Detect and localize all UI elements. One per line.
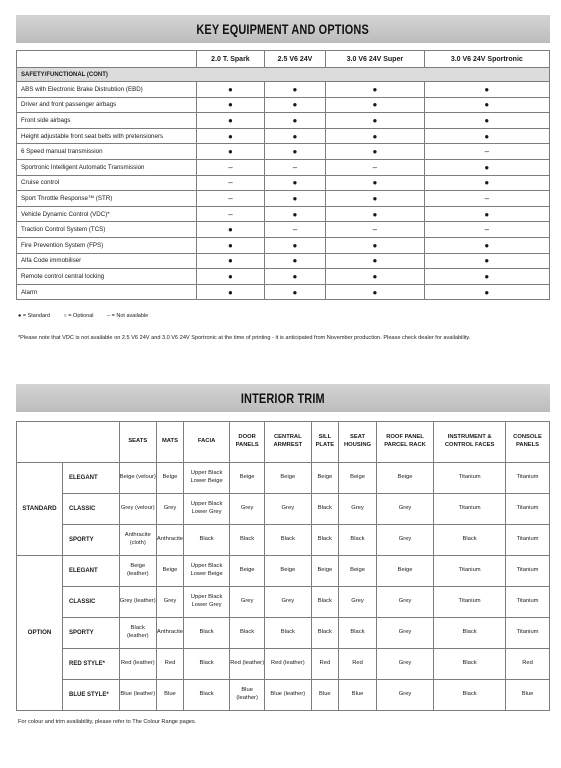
availability-cell: ● [264,237,325,253]
trim-value-cell: Grey [376,649,433,680]
trim-row [17,494,550,525]
trim-value-cell: Black [339,618,377,649]
feature-label: Sportronic Intelligent Automatic Transmission [17,159,197,175]
trim-value-cell: Black [184,649,230,680]
availability-cell: ● [424,97,549,113]
availability-cell: ● [197,97,265,113]
availability-cell: ● [197,269,265,285]
trim-value-cell: Titanium [506,525,550,556]
legend-optional: ○ = Optional [63,313,94,319]
trim-row [17,649,550,680]
availability-cell: ● [264,191,325,207]
trim-value-cell: Grey [376,494,433,525]
equipment-row [17,237,550,253]
trim-value-cell: Grey [339,587,377,618]
availability-cell: ● [264,269,325,285]
trim-value-cell: Titanium [506,618,550,649]
equipment-row [17,253,550,269]
availability-cell: – [326,159,425,175]
availability-cell: – [424,144,549,160]
trim-value-cell: Grey [339,494,377,525]
availability-cell: ● [197,253,265,269]
trim-value-cell: Titanium [506,463,550,494]
trim-value-cell: Titanium [506,494,550,525]
trim-value-cell: Beige [156,463,183,494]
availability-cell: ● [326,206,425,222]
section-row [17,68,550,82]
trim-value-cell: Titanium [506,556,550,587]
availability-cell: ● [197,128,265,144]
feature-column-header [17,51,197,68]
trim-group-label: OPTION [17,556,63,711]
trim-value-cell: Beige (leather) [119,556,156,587]
trim-value-cell: Beige [265,556,311,587]
equipment-header-row [17,51,550,68]
equipment-row [17,269,550,285]
legend [18,313,160,319]
availability-cell: ● [424,175,549,191]
trim-row [17,556,550,587]
trim-row [17,680,550,711]
trim-value-cell: Black [265,525,311,556]
trim-corner-cell [17,422,120,463]
interior-title-banner [16,384,550,412]
feature-label: Fire Prevention System (FPS) [17,237,197,253]
equipment-row [17,206,550,222]
trim-column-header: SEATS [119,422,156,463]
trim-value-cell: Anthracite (cloth) [119,525,156,556]
trim-value-cell: Black [311,494,339,525]
availability-cell: ● [264,144,325,160]
equipment-row [17,222,550,238]
availability-cell: ● [424,237,549,253]
trim-column-header: MATS [156,422,183,463]
trim-style-label: SPORTY [63,525,120,556]
interior-title: INTERIOR TRIM [241,390,325,406]
equipment-row [17,97,550,113]
trim-row [17,587,550,618]
equipment-row [17,113,550,129]
trim-value-cell: Beige [339,463,377,494]
trim-value-cell: Red (leather) [230,649,265,680]
trim-value-cell: Beige [265,463,311,494]
model-header: 2.5 V6 24V [264,51,325,68]
trim-style-label: RED STYLE* [63,649,120,680]
trim-value-cell: Black (leather) [119,618,156,649]
trim-value-cell: Black [184,525,230,556]
availability-cell: ● [326,128,425,144]
interior-trim-table [16,421,550,711]
trim-value-cell: Upper Black Lower Beige [184,463,230,494]
trim-value-cell: Beige [311,556,339,587]
trim-value-cell: Black [311,618,339,649]
availability-cell: ● [264,175,325,191]
section-label: SAFETY/FUNCTIONAL (CONT) [17,68,550,82]
availability-cell: ● [197,237,265,253]
availability-cell: ● [264,97,325,113]
feature-label: Vehicle Dynamic Control (VDC)* [17,206,197,222]
feature-label: Cruise control [17,175,197,191]
legend-standard: ● = Standard [18,313,50,319]
trim-row [17,618,550,649]
availability-cell: ● [326,175,425,191]
availability-cell: ● [264,284,325,300]
trim-value-cell: Blue (leather) [230,680,265,711]
trim-value-cell: Titanium [434,556,506,587]
availability-cell: ● [264,82,325,98]
equipment-row [17,144,550,160]
feature-label: 6 Speed manual transmission [17,144,197,160]
trim-value-cell: Upper Black Lower Grey [184,494,230,525]
feature-label: Alarm [17,284,197,300]
equipment-title: KEY EQUIPMENT AND OPTIONS [196,21,370,37]
availability-cell: – [197,206,265,222]
trim-value-cell: Anthracite [156,525,183,556]
trim-value-cell: Grey [376,587,433,618]
trim-value-cell: Grey [265,587,311,618]
availability-cell: ● [264,206,325,222]
availability-cell: ● [326,237,425,253]
trim-value-cell: Red [311,649,339,680]
trim-value-cell: Blue [506,680,550,711]
trim-value-cell: Anthracite [156,618,183,649]
availability-cell: ● [197,82,265,98]
trim-style-label: ELEGANT [63,463,120,494]
availability-cell: – [197,191,265,207]
equipment-row [17,82,550,98]
availability-cell: ● [424,128,549,144]
model-header: 3.0 V6 24V Sportronic [424,51,549,68]
equipment-row [17,128,550,144]
legend-not-available: – = Not available [107,313,149,319]
trim-value-cell: Grey [376,618,433,649]
feature-label: Driver and front passenger airbags [17,97,197,113]
trim-header-row [17,422,550,463]
equipment-row [17,175,550,191]
trim-value-cell: Grey [230,587,265,618]
trim-value-cell: Black [434,680,506,711]
trim-value-cell: Red (leather) [119,649,156,680]
trim-value-cell: Blue (leather) [119,680,156,711]
availability-cell: – [424,222,549,238]
equipment-row [17,284,550,300]
trim-column-header: CENTRAL ARMREST [265,422,311,463]
availability-cell: – [326,222,425,238]
availability-cell: ● [326,97,425,113]
availability-cell: ● [424,253,549,269]
feature-label: Remote control central locking [17,269,197,285]
availability-cell: ● [424,206,549,222]
availability-cell: ● [326,113,425,129]
availability-cell: ● [264,113,325,129]
trim-value-cell: Blue [339,680,377,711]
trim-value-cell: Black [230,525,265,556]
equipment-table [16,50,550,300]
availability-cell: ● [424,82,549,98]
availability-cell: – [197,175,265,191]
availability-cell: ● [424,159,549,175]
trim-value-cell: Beige [156,556,183,587]
availability-cell: ● [197,222,265,238]
trim-style-label: CLASSIC [63,587,120,618]
trim-value-cell: Black [184,618,230,649]
availability-cell: ● [326,191,425,207]
availability-cell: – [424,191,549,207]
trim-value-cell: Black [230,618,265,649]
model-header: 2.0 T. Spark [197,51,265,68]
trim-value-cell: Grey [230,494,265,525]
availability-cell: – [264,222,325,238]
equipment-row [17,159,550,175]
trim-value-cell: Red [156,649,183,680]
availability-cell: ● [424,269,549,285]
trim-column-header: DOOR PANELS [230,422,265,463]
availability-cell: – [264,159,325,175]
availability-cell: ● [326,253,425,269]
trim-value-cell: Titanium [434,587,506,618]
trim-value-cell: Black [311,587,339,618]
trim-value-cell: Grey [376,525,433,556]
feature-label: Height adjustable front seat belts with pretensioners [17,128,197,144]
availability-cell: ● [197,144,265,160]
trim-value-cell: Grey (velour) [119,494,156,525]
trim-value-cell: Red (leather) [265,649,311,680]
trim-value-cell: Grey (leather) [119,587,156,618]
trim-value-cell: Upper Black Lower Grey [184,587,230,618]
feature-label: ABS with Electronic Brake Distrubtion (EBD) [17,82,197,98]
trim-row [17,463,550,494]
trim-style-label: ELEGANT [63,556,120,587]
availability-cell: ● [326,269,425,285]
trim-value-cell: Black [434,618,506,649]
trim-value-cell: Beige [311,463,339,494]
trim-value-cell: Upper Black Lower Beige [184,556,230,587]
model-header: 3.0 V6 24V Super [326,51,425,68]
trim-value-cell: Black [311,525,339,556]
availability-cell: ● [424,284,549,300]
trim-value-cell: Titanium [434,494,506,525]
trim-value-cell: Blue (leather) [265,680,311,711]
feature-label: Sport Throttle Response™ (STR) [17,191,197,207]
equipment-row [17,191,550,207]
trim-style-label: SPORTY [63,618,120,649]
equipment-title-banner [16,15,550,43]
trim-value-cell: Black [265,618,311,649]
trim-column-header: ROOF PANEL PARCEL RACK [376,422,433,463]
trim-style-label: CLASSIC [63,494,120,525]
trim-value-cell: Black [434,525,506,556]
trim-column-header: SILL PLATE [311,422,339,463]
availability-cell: ● [326,144,425,160]
feature-label: Front side airbags [17,113,197,129]
trim-row [17,525,550,556]
trim-value-cell: Black [339,525,377,556]
trim-value-cell: Blue [156,680,183,711]
trim-value-cell: Titanium [506,587,550,618]
feature-label: Traction Control System (TCS) [17,222,197,238]
trim-value-cell: Grey [156,494,183,525]
trim-column-header: CONSOLE PANELS [506,422,550,463]
feature-label: Alfa Code immobiliser [17,253,197,269]
trim-value-cell: Blue [311,680,339,711]
trim-group-label: STANDARD [17,463,63,556]
trim-value-cell: Beige (velour) [119,463,156,494]
availability-cell: ● [326,284,425,300]
trim-value-cell: Beige [230,463,265,494]
availability-cell: ● [197,284,265,300]
trim-value-cell: Grey [156,587,183,618]
trim-value-cell: Beige [339,556,377,587]
availability-cell: ● [264,128,325,144]
availability-cell: ● [264,253,325,269]
trim-value-cell: Black [434,649,506,680]
trim-value-cell: Beige [376,463,433,494]
trim-value-cell: Red [506,649,550,680]
availability-cell: ● [424,113,549,129]
trim-column-header: FACIA [184,422,230,463]
trim-column-header: INSTRUMENT & CONTROL FACES [434,422,506,463]
colour-note: For colour and trim availability, please refer to The Colour Range pages. [18,719,197,725]
availability-cell: ● [326,82,425,98]
trim-value-cell: Black [184,680,230,711]
trim-value-cell: Grey [376,680,433,711]
vdc-note: *Please note that VDC is not available on 2.5 V6 24V and 3.0 V6 24V Sportronic at the time of printing - it is anticipated from November production. Please check dealer for availability. [18,335,471,341]
trim-style-label: BLUE STYLE* [63,680,120,711]
trim-value-cell: Beige [376,556,433,587]
trim-column-header: SEAT HOUSING [339,422,377,463]
trim-value-cell: Beige [230,556,265,587]
availability-cell: ● [197,113,265,129]
trim-value-cell: Titanium [434,463,506,494]
availability-cell: – [197,159,265,175]
trim-value-cell: Grey [265,494,311,525]
trim-value-cell: Red [339,649,377,680]
